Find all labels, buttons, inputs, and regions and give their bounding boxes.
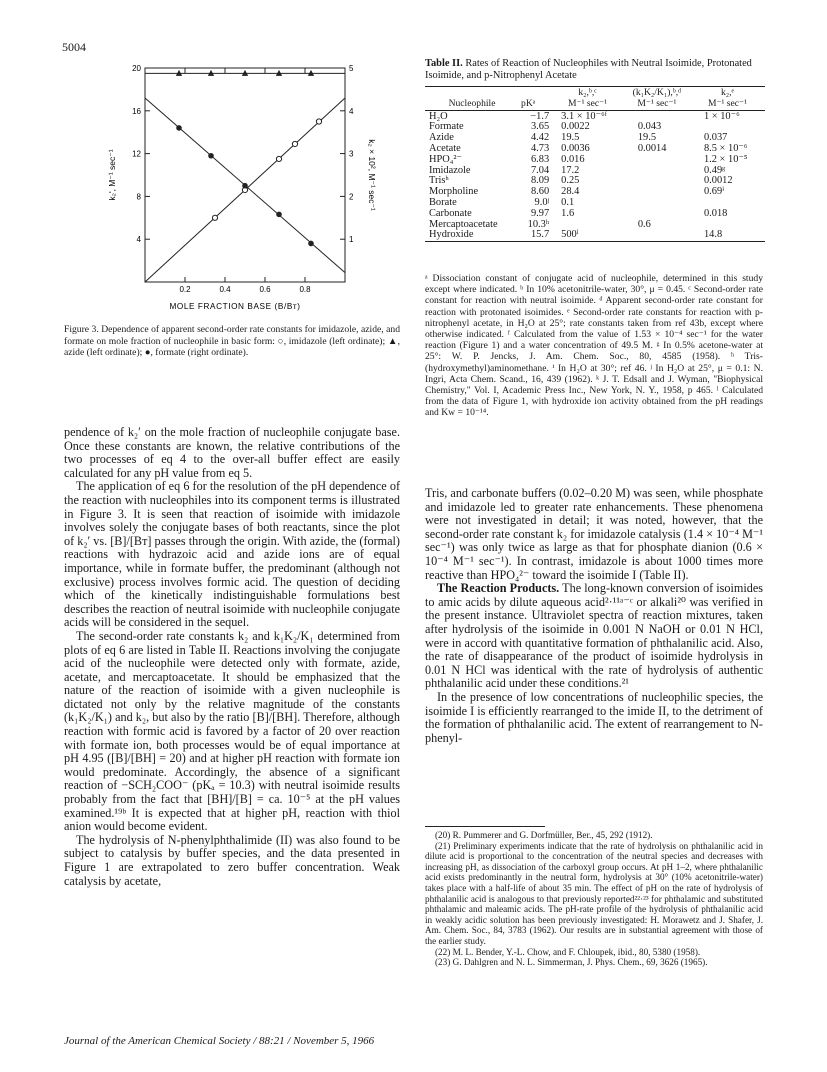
th-pka: pKᵃ [521,97,536,109]
th-k1k2k1: M⁻¹ sec⁻¹ [637,97,677,109]
y-tick-label: 12 [132,149,141,159]
reference: (23) G. Dahlgren and N. L. Simmerman, J. Phys. Chem., 69, 3626 (1965). [435,957,708,968]
table-cell-name: Azide [429,132,454,144]
table-row [425,230,765,241]
table-cell-name: Acetate [429,142,461,154]
data-point-imidazole [276,156,281,161]
table-cell-k2: 0.016 [561,153,585,165]
table-cell-k2: 500ˡ [561,229,579,241]
references [425,826,763,968]
table-cell-pka: 10.3ʰ [527,218,550,230]
data-point-azide [208,70,214,76]
y2-tick-label: 5 [349,64,354,73]
table-cell-name: Formate [429,121,464,133]
data-point-formate [242,183,248,189]
y2-tick-label: 1 [349,235,354,245]
table-cell-name: Carbonate [429,207,472,219]
x-axis-label: MOLE FRACTION BASE (B/Bᴛ) [169,302,301,311]
data-point-azide [176,70,182,76]
table-cell-k2: 0.0036 [561,142,590,154]
data-point-formate [276,212,282,218]
table-cell-k3: 0.49ᵍ [703,164,726,176]
table-cell-k1 [624,209,690,220]
data-point-imidazole [316,119,321,124]
table-cell-k1 [624,230,690,241]
table-cell-pka: 3.65 [530,121,550,133]
table-cell-k3: 0.018 [703,207,728,219]
table-cell-k2: 17.2 [561,164,580,176]
figure-caption: Figure 3. Dependence of apparent second-order rate constants for imidazole, azide, and formate on mole fraction of nucleophile in basic form: ○, imidazole (left ordinate); ▲, azide (left ordinate); ●, formate (right ordinate). [64,324,400,359]
table-cell-name: Mercaptoacetate [429,218,498,230]
table-cell-k2: 3.1 × 10⁻⁶ᶠ [561,110,607,122]
table-cell-pka: 4.73 [530,142,550,154]
y2-tick-label: 2 [349,192,354,202]
x-tick-label: 0.4 [219,285,231,294]
th-nucleophile: Nucleophile [448,97,496,109]
right-column [425,487,763,745]
th-top-5: k₂,ᵉ [720,87,734,98]
table-title [425,58,765,82]
table-cell-k2: 1.6 [561,207,575,219]
table-cell-k2: 28.4 [561,186,580,198]
table-cell-pka: 9.0ʲ [534,196,550,208]
table-cell-k2: 19.5 [561,132,580,144]
table-cell-k3: 1 × 10⁻⁶ [703,110,740,122]
table-row [425,209,765,220]
table-cell-pka: 6.83 [530,153,550,165]
data-point-azide [308,70,314,76]
figure-3-chart [100,56,405,316]
table-cell-pka: −1.7 [530,110,550,122]
table-cell-pka: 7.04 [530,164,550,176]
th-top-3: k₂,ᵇ,ᶜ [578,87,597,98]
data-point-formate [308,241,314,247]
table-cell-k3: 0.0012 [703,175,733,187]
table-cell-pka: 15.7 [530,229,550,241]
x-tick-label: 0.2 [179,285,191,294]
table-cell-k2: 0.25 [561,175,580,187]
table-title-text: Rates of Reaction of Nucleophiles with Neutral Isoimide, Protonated Isoimide, and p-Nitrophenyl Acetate [425,58,752,81]
x-tick-label: 0.8 [299,285,311,294]
table-cell-k3: 8.5 × 10⁻⁶ [703,142,748,154]
table-cell-k1 [624,176,690,187]
table-cell-k3: 0.69ⁱ [703,186,725,198]
table-cell-name: Hydroxide [429,229,474,241]
table-cell-k1: 0.0014 [637,142,667,154]
table-cell-k1: 19.5 [637,132,657,144]
data-point-azide [276,70,282,76]
y2-axis-label: k₂ × 10², M⁻¹ sec⁻¹ [367,139,377,211]
th-top-4: (k₁K₂/K₁),ᵇ,ᵈ [632,87,682,98]
reference-divider [425,826,545,827]
y-tick-label: 20 [132,64,141,73]
data-point-azide [242,70,248,76]
table-cell-k3 [690,122,765,133]
th-k2: M⁻¹ sec⁻¹ [567,97,608,109]
paragraph: The hydrolysis of N-phenylphthalimide (II) was also found to be subject to catalysis by buffer species, and the data presented in Figure 1 are extrapolated to zero buffer concentration. Weak catalysis by acetate, [64,832,400,888]
table-cell-k1 [624,166,690,177]
reference: (22) M. L. Bender, Y.-L. Chow, and F. Chloupek, ibid., 80, 5380 (1958). [435,946,701,957]
paragraph: pendence of k₂ʹ on the mole fraction of nucleophile conjugate base. Once these constants are known, the relative contributions of the two processes of eq 4 to the over-all buffer effect are easily calculated for any pH value from eq 5. [64,425,400,480]
paragraph: The application of eq 6 for the resolution of the pH dependence of the reaction with nucleophiles into its component terms is illustrated in Figure 3. It is seen that reaction of isoimide with imidazole involves solely the conjugate bases of both reactants, since the plot of k₂ʹ vs. [B]/[Bᴛ] passes through the origin. With azide, the (formal) reactions with hydrazoic acid and azide ions are of equal importance, while in formate buffer, the predominant (although not exclusive) process involves formic acid. The question of deciding which of the kinetically indistinguishable formulations best describes the reaction of neutral isoimide with nucleophile conjugate acids will be considered in the sequel. [64,479,400,630]
paragraph: The second-order rate constants k₂ and k₁K₂/K₁ determined from plots of eq 6 are listed in Table II. Reactions involving the conjugate acid of the nucleophile were detected only with formate, azide, acetate, and mercaptoacetate. It should be emphasized that the nature of the reaction of isoimide with a given nucleophile is dictated not only by the relative magnitude of the constants (k₁K₂/K₁) and k₂, but also by the ratio [B]/[BH]. Therefore, although reaction with formic acid is favored by a factor of 20 over reaction with formate ion, both processes would be of equal importance at pH 4.95 ([B]/[BH] = 20) and at higher pH reaction with formate ion would predominate. Accordingly, the absence of a significant reaction of −SCH₂COO⁻ (pKₐ = 10.3) with neutral isoimide results probably from the fact that [BH]/[B] = ca. 10⁻⁵ at the pH values examined.¹⁹ᵇ It is expected that at higher pH, reaction with thiol anion would become evident. [64,628,400,834]
table-cell-k2: 0.0022 [561,121,590,133]
table-cell-name: Morpholine [429,186,479,198]
paragraph-text: The long-known conversion of isoimides to amic acids by dilute aqueous acid²·¹¹ᵃ⁻ᶜ or alkali²⁰ was verified in the present instance. Ultraviolet spectra of reaction mixtures, taken after hydrolysis of the isoimide in 0.001 N NaOH or 0.01 N HCl, were in accord with quantitative formation of phthalanilic acid. Also, the rate of disappearance of the product of isoimide hydrolysis in 0.01 N HCl was identical with the rate of hydrolysis of authentic phthalanilic acid under these conditions.²¹ [425,581,764,691]
table-cell-name: Imidazole [429,164,471,176]
page-number: 5004 [62,40,86,54]
table-cell-name: Borate [429,196,457,208]
table-title-label: Table II. [425,58,463,69]
y-tick-label: 16 [132,106,141,116]
reference: (21) Preliminary experiments indicate that the rate of hydrolysis on phthalanilic acid in dilute acid is proportional to the concentration of the neutral species and decreases with increasing pH, as dissociation of the carboxyl group occurs. At pH 1–2, where phthalanilic acid exists predominantly in the neutral form, hydrolysis at 30° (10% acetonitrile-water) takes place with a half-life of about 35 min. The effect of pH on the rate of hydrolysis of phthalanilic acid is analogous to that previously reported²²·²³ for phthalamic and substituted phthalamic and maleamic acids. The pH-rate profile of the hydrolysis of phthalanilic acid in weakly acidic solution has been previously investigated: H. Morawetz and J. Shafer, J. Am. Chem. Soc., 84, 3783 (1962). Our results are in substantial agreement with those of the earlier study. [425,840,763,946]
data-point-imidazole [212,215,217,220]
table-cell-k1: 0.6 [637,218,651,230]
table-cell-k3 [690,220,765,231]
table-cell-pka: 8.60 [530,186,550,198]
data-point-formate [176,125,182,131]
table-cell-k3 [690,198,765,209]
table-cell-pka: 4.42 [530,132,550,144]
table-ii [425,86,765,243]
table-row [425,112,765,123]
table-cell-k1 [624,187,690,198]
journal-footer: Journal of the American Chemical Society / 88:21 / November 5, 1966 [64,1035,375,1047]
plot-frame [145,68,345,282]
reference: (20) R. Pummerer and G. Dorfmüller, Ber., 45, 292 (1912). [435,830,653,840]
th-k2-pnpa: M⁻¹ sec⁻¹ [707,97,747,109]
table-footnotes: ᵃ Dissociation constant of conjugate acid of nucleophile, determined in this study except where indicated. ᵇ In 10% acetonitrile-water, 30°, μ = 0.45. ᶜ Second-order rate constant for reaction with neutral isoimide. ᵈ Apparent second-order rate constant for reaction with protonated isoimides. ᵉ Second-order rate constants for reaction with p-nitrophenyl acetate, in H₂O at 25°; rate constants taken from ref 43b, except where otherwise indicated. ᶠ Calculated from the value of 1.53 × 10⁻⁴ sec⁻¹ for the water reaction (Figure 1) and a water concentration of 49.5 M. ᵍ In 0.5% acetone-water at 25°: W. P. Jencks, J. Am. Chem. Soc., 80, 4585 (1958). ʰ Tris-(hydroxymethyl)aminomethane. ⁱ In H₂O at 30°; ref 46. ʲ In H₂O at 25°, μ = 0.1: N. Ingri, Acta Chem. Scand., 16, 439 (1962). ᵏ J. T. Edsall and J. Wyman, "Biophysical Chemistry," Vol. I, Academic Press Inc., New York, N. Y., 1958, p 465. ˡ Calculated from the data of Figure 1, with hydroxide ion activity obtained from the pH readings and Kw = 10⁻¹⁴. [425,273,763,419]
data-point-formate [208,153,214,159]
table-cell-name: H₂O [429,110,448,122]
table-cell-pka: 9.97 [530,207,550,219]
paragraph: In the presence of low concentrations of nucleophilic species, the isoimide I is efficiently rearranged to the imide II, to the detriment of the formation of phthalanilic acid. The extent of rearrangement to N-phenyl- [425,689,763,745]
left-column [64,426,400,888]
table-cell-k3: 0.037 [703,132,728,144]
y2-tick-label: 4 [349,106,354,116]
paragraph: Tris, and carbonate buffers (0.02–0.20 M) was seen, while phosphate and imidazole led to greater rate enhancements. These phenomena were not investigated in detail; it was noted, however, that the second-order rate constant k₂ for imidazole catalysis (1.4 × 10⁻⁴ M⁻¹ sec⁻¹) was only twice as large as that for phosphate dianion (0.6 × 10⁻⁴ M⁻¹ sec⁻¹). In contrast, imidazole is about 1000 times more reactive than HPO₄²⁻ toward the isoimide I (Table II). [425,486,763,582]
table-cell-pka: 8.09 [530,175,550,187]
table-cell-k3: 1.2 × 10⁻⁵ [703,153,748,165]
table-row [425,155,765,166]
y-tick-label: 4 [136,235,141,245]
section-heading: The Reaction Products. [437,581,560,596]
x-tick-label: 0.6 [259,285,271,294]
y-axis-label: k₂ʹ, M⁻¹ sec⁻¹ [107,149,117,201]
y-tick-label: 8 [136,192,141,202]
table-cell-k2: 0.1 [561,196,575,208]
table-cell-k1 [624,198,690,209]
table-cell-k1 [624,155,690,166]
table-cell-k1: 0.043 [637,121,662,133]
y2-tick-label: 3 [349,149,354,159]
data-point-imidazole [292,141,297,146]
table-cell-name: HPO₄²⁻ [429,153,463,165]
paragraph-reaction-products [425,582,763,691]
table-row [425,187,765,198]
table-cell-k3: 14.8 [703,229,723,241]
table-cell-name: Trisʰ [429,175,449,187]
